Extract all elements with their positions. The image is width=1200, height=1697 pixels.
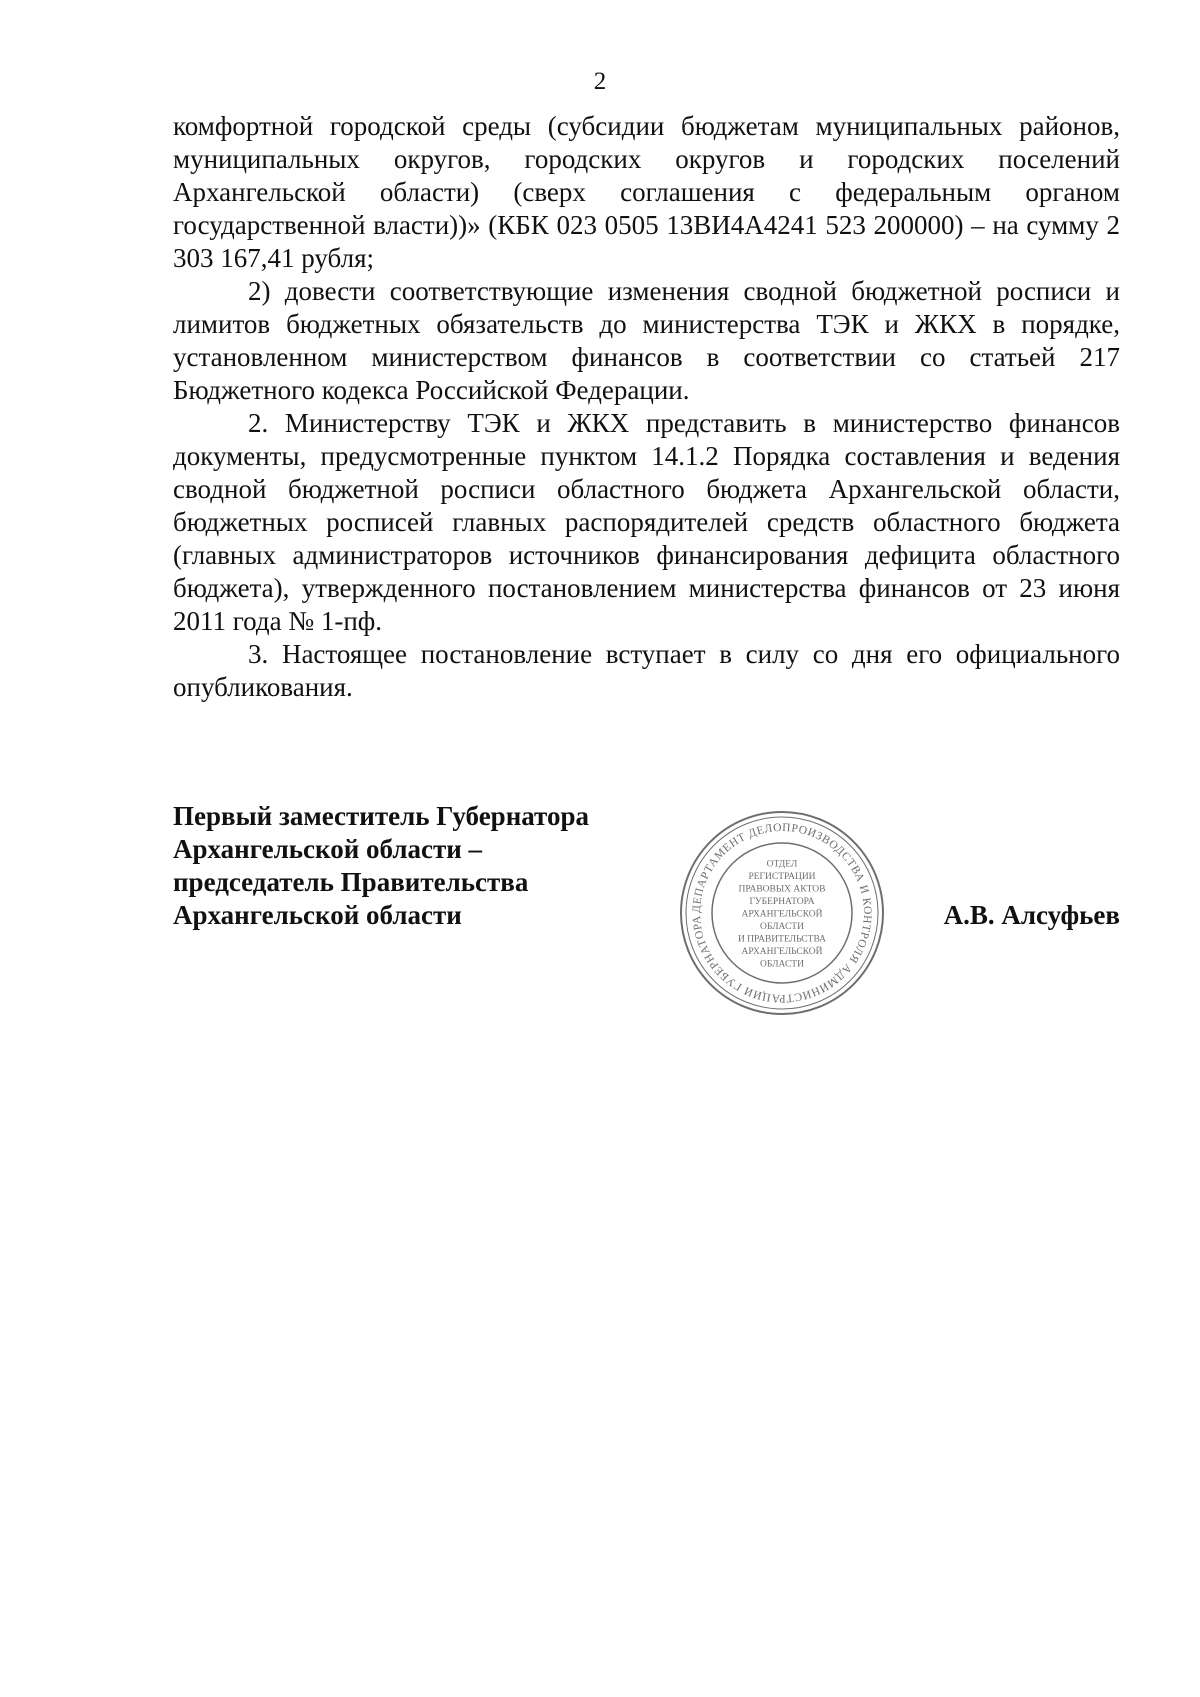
seal-center-line: ГУБЕРНАТОРА [749,897,815,907]
signatory-title-line: председатель Правительства [173,867,529,897]
paragraph-continuation: комфортной городской среды (субсидии бюджетам муниципальных районов, муниципальных округов, городских округов и городских поселений Архангельской области) (сверх соглашения с федеральным органом государственной власти))» (КБК 023 0505 13ВИ4А4241 523 200000) – на сумму 2 303 167,41 рубля; [173,111,1120,273]
seal-center-line: ОБЛАСТИ [760,959,804,970]
seal-center-line: ПРАВОВЫХ АКТОВ [738,884,826,895]
document-body [173,110,1120,704]
seal-center-line: ОБЛАСТИ [760,922,804,932]
paragraph-point-2: 2. Министерству ТЭК и ЖКХ представить в министерство финансов документы, предусмотренные пунктом 14.1.2 Порядка составления и ведения сводной бюджетной росписи областного бюджета Архангельской области, бюджетных росписей главных распорядителей средств областного бюджета (главных администраторов источников финансирования дефицита областного бюджета), утвержденного постановлением министерства финансов от 23 июня 2011 года № 1-пф. [173,408,1120,636]
seal-center-line: ОТДЕЛ [766,859,798,870]
official-seal [677,808,887,1018]
paragraph-item-2: 2) довести соответствующие изменения сводной бюджетной росписи и лимитов бюджетных обязательств до министерства ТЭК и ЖКХ в порядке, установленном министерством финансов в соответствии со статьей 217 Бюджетного кодекса Российской Федерации. [173,276,1120,405]
signatory-name: А.В. Алсуфьев [943,900,1120,930]
seal-center-line: И ПРАВИТЕЛЬСТВА [737,934,827,945]
signatory-title-line: Первый заместитель Губернатора [173,801,589,831]
seal-center-line: АРХАНГЕЛЬСКОЙ [741,947,823,957]
signatory-title-line: Архангельской области [173,900,462,930]
signatory-title [173,800,653,932]
signatory-title-line: Архангельской области – [173,834,483,864]
paragraph-point-3: 3. Настоящее постановление вступает в силу со дня его официального опубликования. [173,639,1120,702]
page-number: 2 [593,68,607,95]
seal-center-line: АРХАНГЕЛЬСКОЙ [741,909,823,920]
seal-center-line: РЕГИСТРАЦИИ [748,872,816,882]
seal-ring-text: ДЕПАРТАМЕНТ ДЕЛОПРОИЗВОДСТВА И КОНТРОЛЯ АДМИНИСТРАЦИИ ГУБЕРНАТОРА [690,821,874,1005]
